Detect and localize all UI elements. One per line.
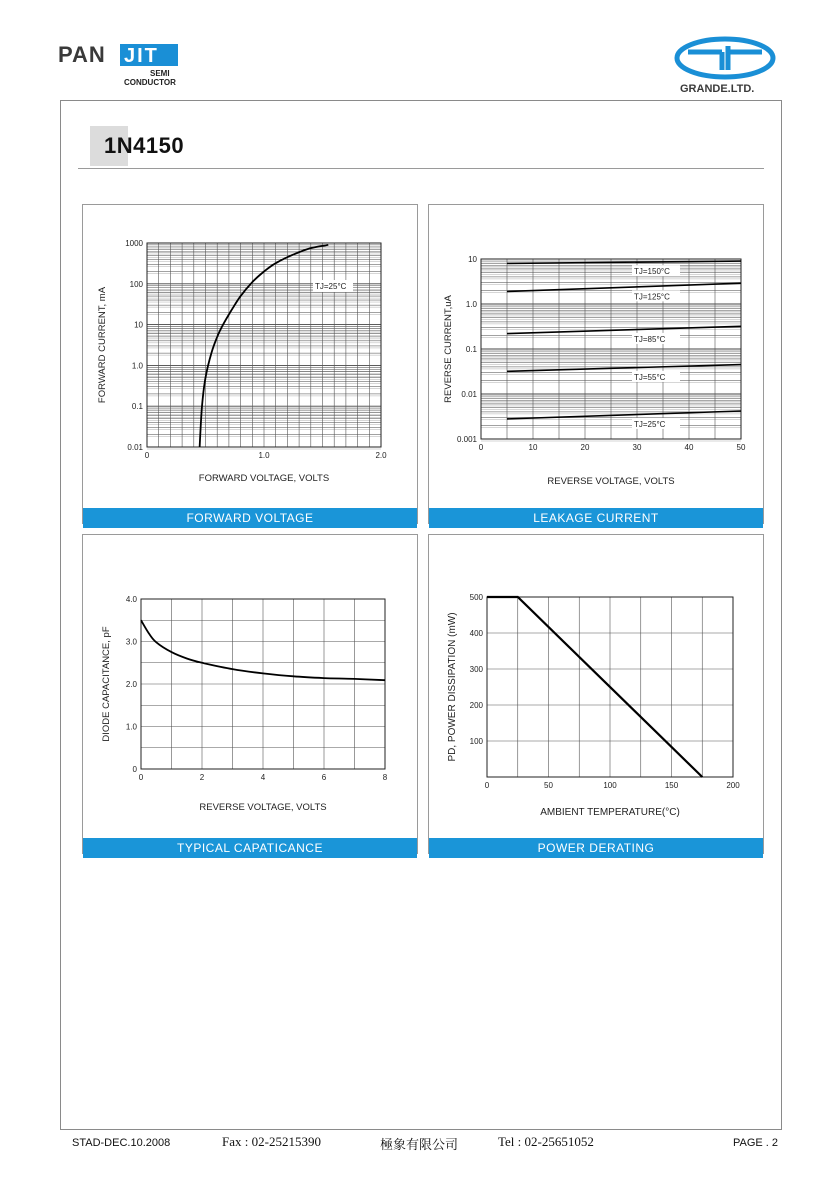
- y-tick-label: 0.01: [127, 443, 143, 452]
- x-tick-label: 100: [603, 781, 617, 790]
- x-tick-label: 2: [199, 773, 205, 782]
- y-tick-label: 0.001: [456, 435, 477, 444]
- panjit-brand-text: PAN: [58, 42, 106, 67]
- x-tick-label: 0: [478, 443, 484, 452]
- y-tick-label: 3.0: [125, 637, 137, 647]
- part-number-title: 1N4150: [104, 133, 185, 158]
- footer-fax: Fax : 02-25215390: [222, 1134, 321, 1149]
- capacitance-chart: [83, 535, 417, 833]
- panjit-jit-text: JIT: [124, 45, 159, 67]
- y-tick-label: 1.0: [465, 300, 477, 309]
- grande-brand-text: GRANDE.LTD.: [680, 83, 755, 95]
- y-tick-label: 10: [134, 320, 143, 330]
- x-tick-label: 200: [726, 781, 740, 790]
- x-axis-label: AMBIENT TEMPERATURE(°C): [540, 807, 680, 818]
- y-tick-label: 1.0: [131, 361, 143, 371]
- y-axis-label: PD, POWER DISSIPATION (mW): [447, 612, 458, 762]
- x-tick-label: 30: [632, 443, 642, 452]
- y-tick-label: 500: [469, 593, 483, 602]
- x-axis-label: FORWARD VOLTAGE, VOLTS: [198, 473, 330, 484]
- x-tick-label: 0: [138, 773, 144, 782]
- y-tick-label: 0.1: [131, 402, 143, 412]
- series-label: TJ=25°C: [634, 419, 666, 429]
- caption-forward-voltage: FORWARD VOLTAGE: [83, 508, 417, 528]
- footer-page: PAGE . 2: [733, 1137, 779, 1149]
- x-tick-label: 1.0: [258, 451, 270, 460]
- grande-logo: [670, 36, 785, 96]
- x-tick-label: 50: [544, 781, 553, 790]
- y-tick-label: 0.01: [461, 390, 477, 399]
- y-axis-label: DIODE CAPACITANCE, pF: [101, 626, 112, 742]
- caption-typical-capacitance: TYPICAL CAPATICANCE: [83, 838, 417, 858]
- x-tick-label: 6: [321, 773, 327, 782]
- series-line-0: [487, 597, 702, 777]
- y-axis-label: REVERSE CURRENT,uA: [443, 295, 454, 403]
- leakage-current-chart: [429, 205, 763, 503]
- y-tick-label: 0.1: [465, 345, 477, 354]
- power-derating-chart: [429, 535, 763, 833]
- series-label: TJ=85°C: [634, 334, 666, 344]
- y-axis-label: FORWARD CURRENT, mA: [97, 286, 108, 404]
- caption-power-derating: POWER DERATING: [429, 838, 763, 858]
- series-label: TJ=55°C: [634, 372, 666, 382]
- y-tick-label: 4.0: [125, 595, 137, 604]
- y-tick-label: 100: [469, 737, 483, 746]
- annotation-label: TJ=25°C: [315, 282, 347, 291]
- y-tick-label: 0: [132, 765, 137, 774]
- x-tick-label: 10: [528, 443, 538, 452]
- x-tick-label: 150: [664, 781, 679, 790]
- x-tick-label: 2.0: [375, 451, 387, 460]
- forward-voltage-chart: [83, 205, 417, 503]
- y-tick-label: 10: [468, 255, 477, 264]
- footer-tel: Tel : 02-25651052: [498, 1134, 594, 1149]
- panel-leakage-current: [428, 204, 764, 524]
- x-tick-label: 0: [144, 451, 150, 460]
- panel-typical-capacitance: [82, 534, 418, 854]
- x-tick-label: 4: [260, 773, 266, 782]
- y-tick-label: 400: [469, 629, 483, 638]
- y-tick-label: 300: [469, 665, 483, 674]
- title-rule: [78, 168, 764, 169]
- x-tick-label: 8: [382, 773, 388, 782]
- caption-leakage-current: LEAKAGE CURRENT: [429, 508, 763, 528]
- y-tick-label: 100: [129, 279, 143, 289]
- x-tick-label: 50: [736, 443, 746, 452]
- x-axis-label: REVERSE VOLTAGE, VOLTS: [199, 802, 327, 813]
- x-axis-label: REVERSE VOLTAGE, VOLTS: [547, 476, 675, 487]
- series-label: TJ=150°C: [634, 267, 670, 277]
- x-tick-label: 20: [580, 443, 590, 452]
- y-tick-label: 1.0: [125, 722, 137, 732]
- y-tick-label: 200: [469, 701, 483, 710]
- panjit-sub1: SEMI: [150, 69, 170, 78]
- panel-power-derating: [428, 534, 764, 854]
- footer-code: STAD-DEC.10.2008: [72, 1137, 171, 1149]
- panjit-sub2: CONDUCTOR: [124, 78, 176, 87]
- x-tick-label: 0: [484, 781, 490, 790]
- y-tick-label: 2.0: [125, 680, 137, 689]
- y-tick-label: 1000: [125, 239, 143, 248]
- series-line-3: [507, 365, 741, 372]
- x-tick-label: 40: [684, 443, 694, 452]
- series-label: TJ=125°C: [634, 292, 670, 302]
- panel-forward-voltage: [82, 204, 418, 524]
- panjit-logo: [58, 38, 198, 88]
- footer-company: 極象有限公司: [380, 1137, 459, 1152]
